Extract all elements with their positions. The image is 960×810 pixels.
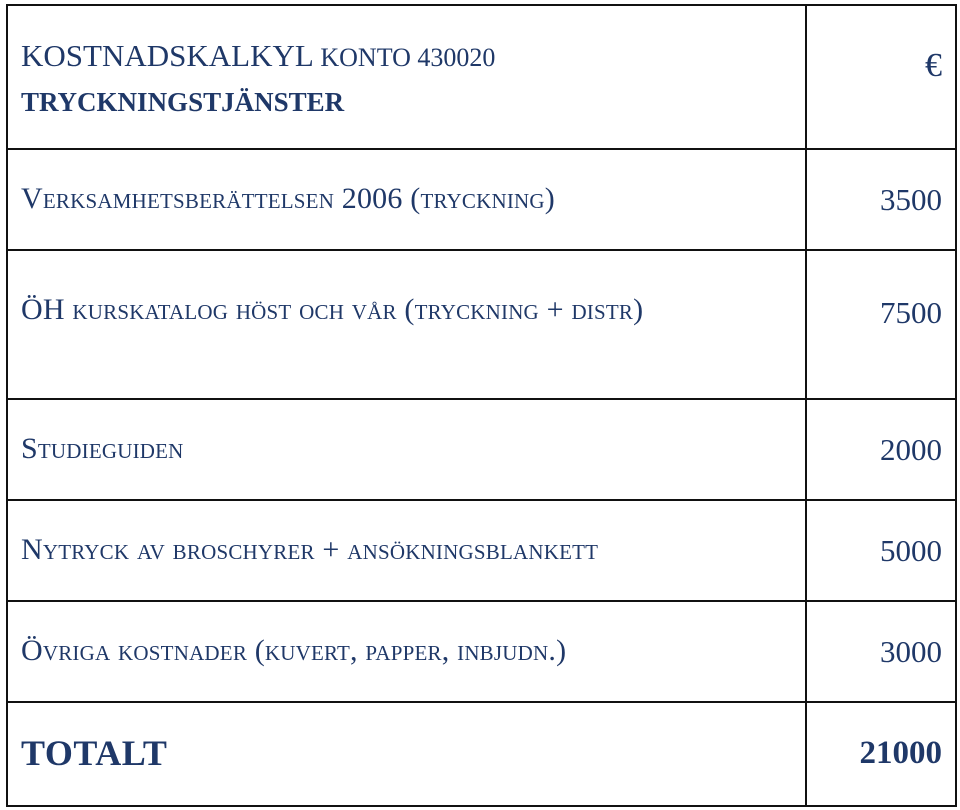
row-amount: 3000: [880, 633, 942, 669]
row-label: Studieguiden: [21, 432, 184, 466]
table-row: [7, 250, 956, 399]
total-amount: 21000: [859, 735, 942, 772]
cost-calculation-table: [6, 4, 957, 807]
row-amount-cell: [806, 399, 956, 500]
row-label: ÖH kurskatalog höst och vår (tryckning + distr): [21, 293, 644, 326]
row-label: Övriga kostnader (kuvert, papper, inbjudn.): [21, 634, 567, 668]
row-label-cell: [7, 149, 806, 250]
row-amount-cell: [806, 601, 956, 702]
header-title-main: KOSTNADSKALKYL: [21, 38, 313, 73]
table-row: [7, 399, 956, 500]
row-amount: 2000: [880, 431, 942, 467]
row-amount-cell: [806, 149, 956, 250]
row-amount: 3500: [880, 181, 942, 217]
header-currency-cell: [806, 5, 956, 149]
header-title-line2: TRYCKNINGSTJÄNSTER: [21, 87, 345, 117]
table-row: [7, 500, 956, 601]
table-row: [7, 601, 956, 702]
total-label: TOTALT: [21, 733, 168, 774]
header-title-line1: [21, 34, 792, 80]
row-label: Nytryck av broschyrer + ansökningsblankett: [21, 533, 599, 567]
row-amount: 5000: [880, 532, 942, 568]
header-title-cell: [7, 5, 806, 149]
header-account-number: KONTO 430020: [320, 43, 496, 72]
row-label-cell: [7, 250, 806, 399]
total-label-cell: [7, 702, 806, 806]
row-amount: 7500: [880, 295, 942, 330]
table-row: [7, 149, 956, 250]
row-label-cell: [7, 601, 806, 702]
row-label-cell: [7, 399, 806, 500]
currency-symbol: €: [925, 47, 942, 84]
row-amount-cell: [806, 500, 956, 601]
row-label: Verksamhetsberättelsen 2006 (tryckning): [21, 182, 555, 216]
row-amount-cell: [806, 250, 956, 399]
table-header-row: [7, 5, 956, 149]
total-row: [7, 702, 956, 806]
total-amount-cell: [806, 702, 956, 806]
row-label-cell: [7, 500, 806, 601]
